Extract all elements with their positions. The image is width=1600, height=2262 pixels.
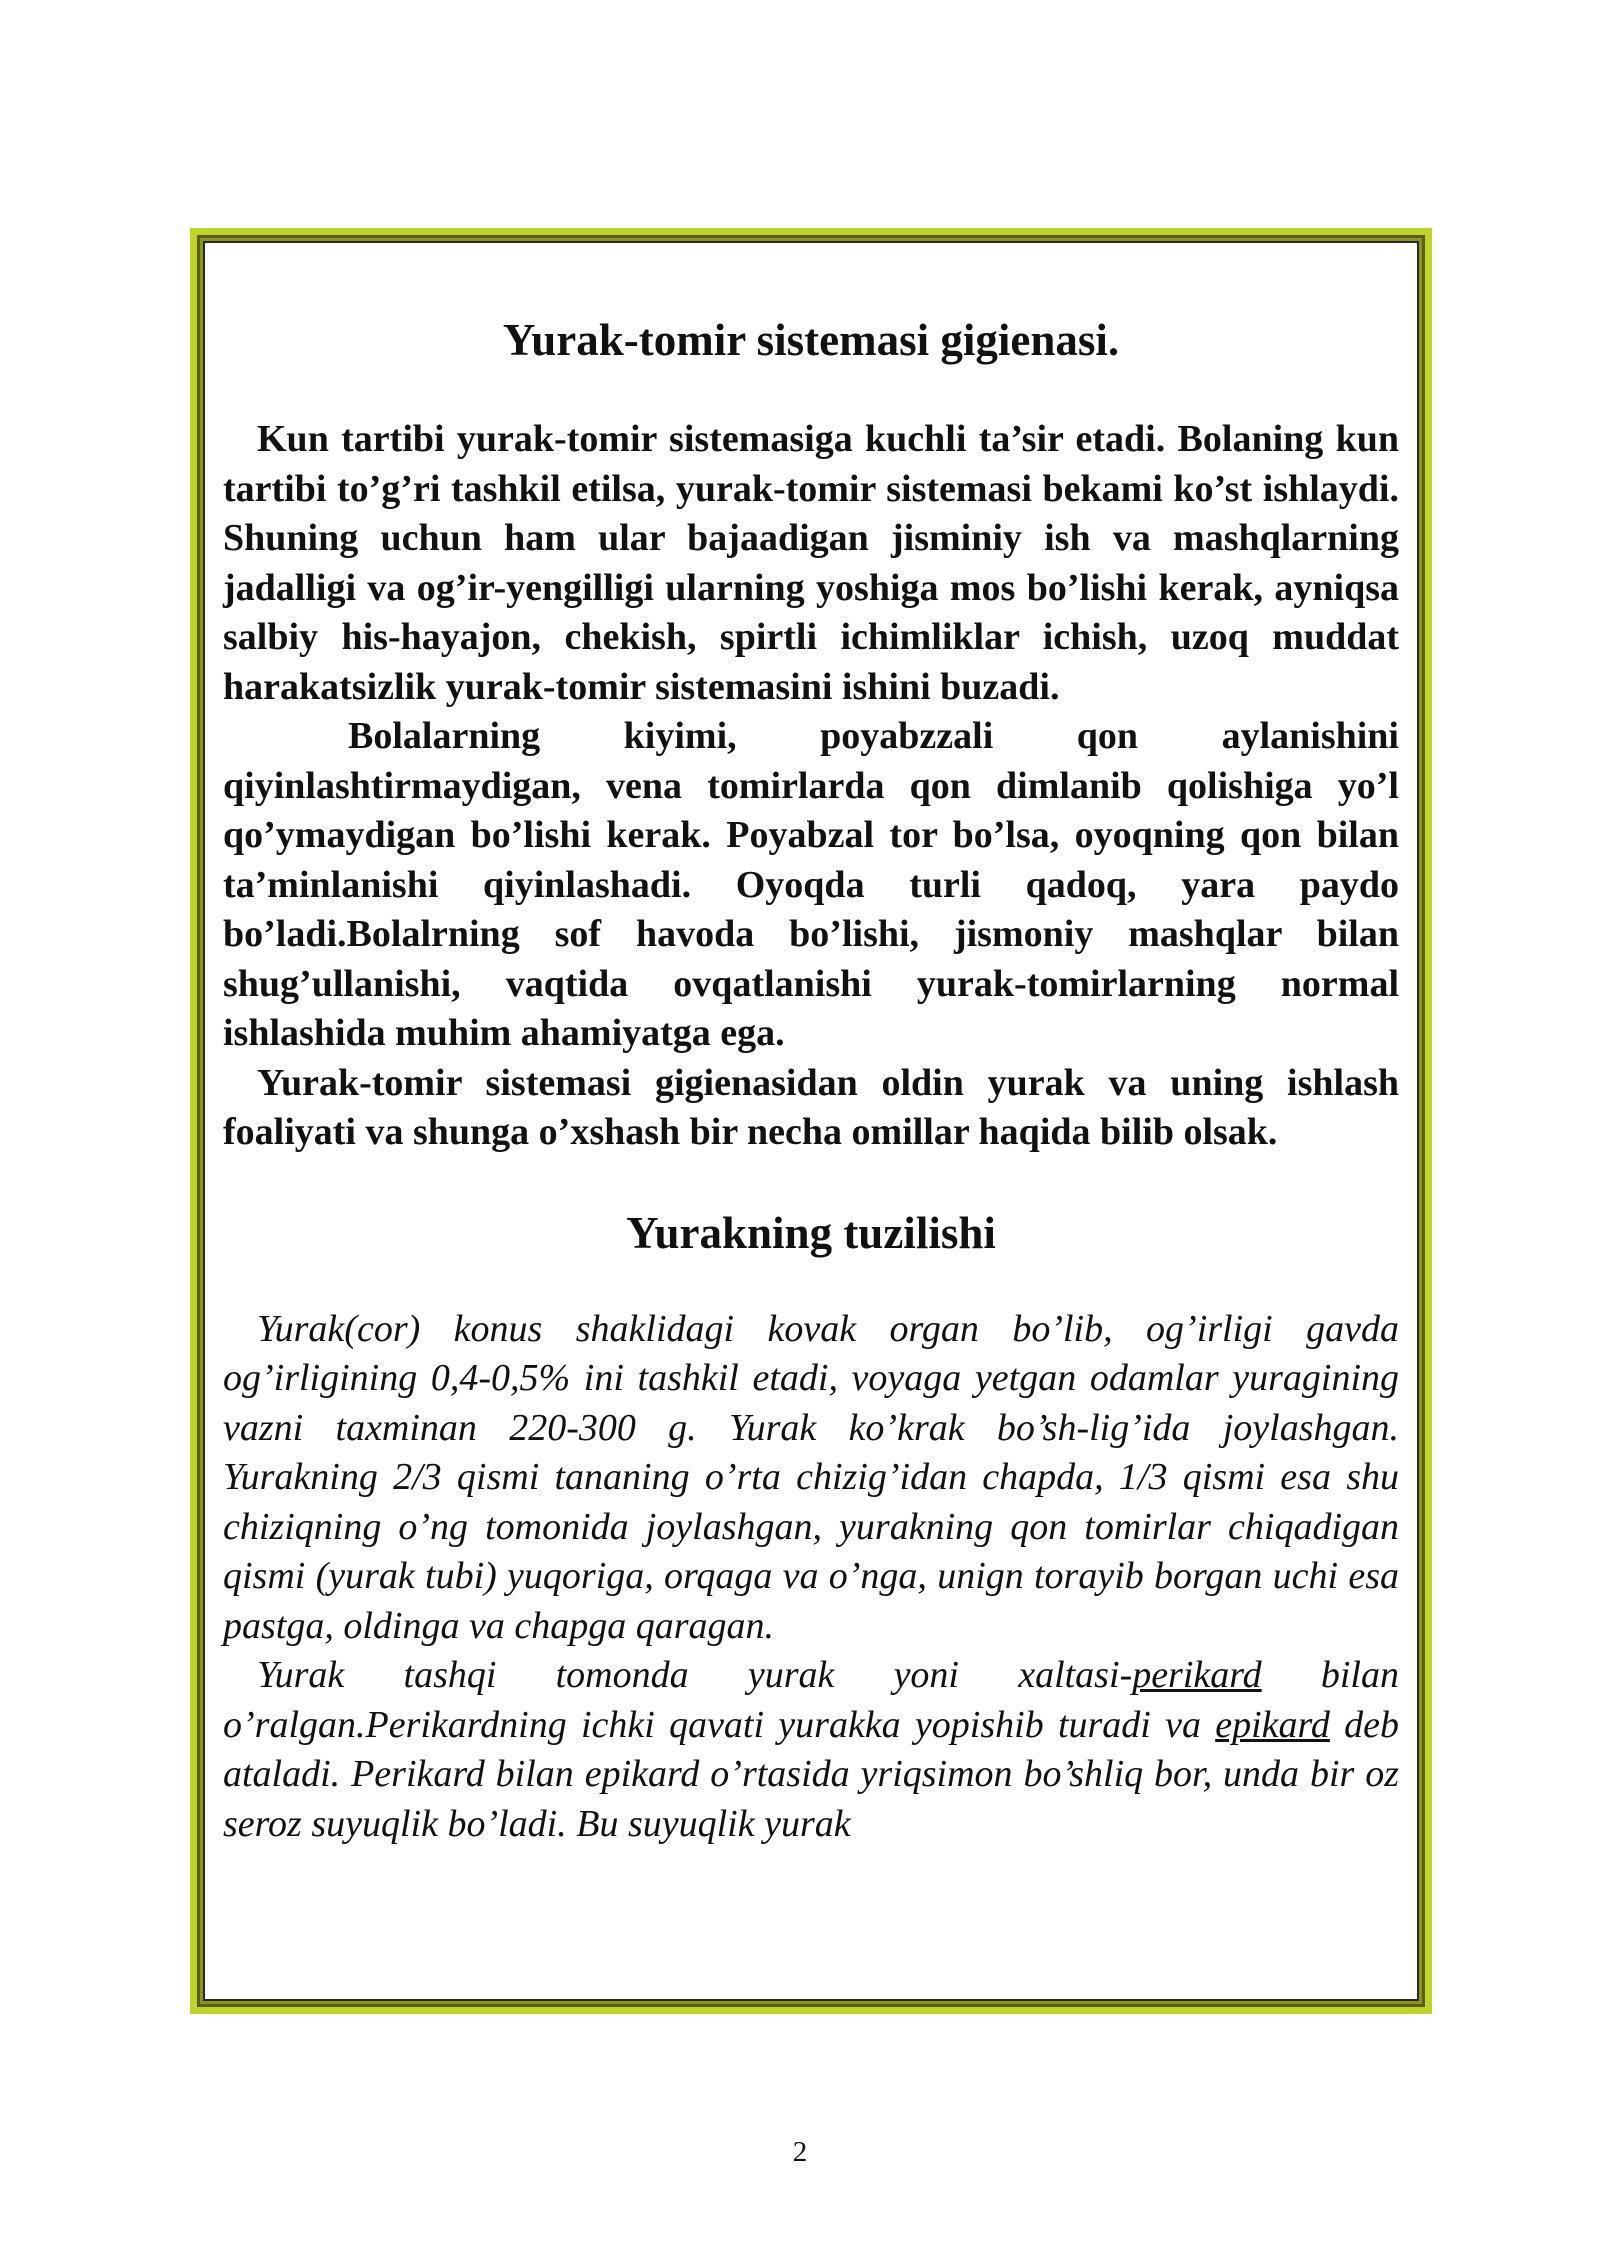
document-title: Yurak-tomir sistemasi gigienasi.: [502, 315, 1120, 365]
section2-paragraph-2-part-3: deb ataladi. Perikard bilan epikard o’rtasida yriqsimon bo’shliq bor, unda bir oz seroz suyuqlik bo’ladi. Bu suyuqlik yurak: [223, 1703, 1399, 1845]
page-border-frame: [190, 228, 1432, 2014]
page-number: 2: [792, 2136, 808, 2168]
section1-paragraph-2: Bolalarning kiyimi, poyabzzali qon aylanishini qiyinlashtirmaydigan, vena tomirlarda qon dimlanib qolishiga yo’l qo’ymaydigan bo’lishi kerak. Poyabzal tor bo’lsa, oyoqning qon bilan ta’minlanishi qiyinlashadi. Oyoqda turli qadoq, yara paydo bo’ladi.Bolalrning sof havoda bo’lishi, jismoniy mashqlar bilan shug’ullanishi, vaqtida ovqatlanishi yurak-tomirlarning normal ishlashida muhim ahamiyatga ega.: [223, 715, 1399, 1054]
term-epikard: epikard: [1215, 1703, 1330, 1746]
section2-paragraph-2: [223, 1651, 1399, 1849]
section2-heading: Yurakning tuzilishi: [626, 1207, 996, 1258]
page-content-area: [205, 243, 1417, 1999]
section2-paragraph-2-part-2: bilan o’ralgan.Perikardning ichki qavati yurakka yopishib turadi va: [223, 1654, 1399, 1746]
section1-paragraph-3: Yurak-tomir sistemasi gigienasidan oldin yurak va uning ishlash foaliyati va shunga o’xshash bir necha omillar haqida bilib olsak.: [223, 1061, 1399, 1153]
section2-paragraph-1: Yurak(cor) konus shaklidagi kovak organ bo’lib, og’irligi gavda og’irligining 0,4-0,5% ini tashkil etadi, voyaga yetgan odamlar yuragining vazni taxminan 220-300 g. Yurak ko’krak bo’sh-lig’ida joylashgan. Yurakning 2/3 qismi tananing o’rta chizig’idan chapda, 1/3 qismi esa shu chiziqning o’ng tomonida joylashgan, yurakning qon tomirlar chiqadigan qismi (yurak tubi) yuqoriga, orqaga va o’nga, unign torayib borgan uchi esa pastga, oldinga va chapga qaragan.: [223, 1307, 1399, 1647]
term-perikard: perikard: [1132, 1654, 1262, 1696]
page-border-mid: [200, 238, 1422, 2004]
section1-paragraph-1: Kun tartibi yurak-tomir sistemasiga kuchli ta’sir etadi. Bolaning kun tartibi to’g’ri tashkil etilsa, yurak-tomir sistemasi bekami ko’st ishlaydi. Shuning uchun ham ular bajaadigan jisminiy ish va mashqlarning jadalligi va og’ir-yengilligi ularning yoshiga mos bo’lishi kerak, ayniqsa salbiy his-hayajon, chekish, spirtli ichimliklar ichish, uzoq muddat harakatsizlik yurak-tomir sistemasini ishini buzadi.: [223, 418, 1399, 708]
section2-paragraph-2-part-1: Yurak tashqi tomonda yurak yoni xaltasi-: [257, 1654, 1133, 1696]
